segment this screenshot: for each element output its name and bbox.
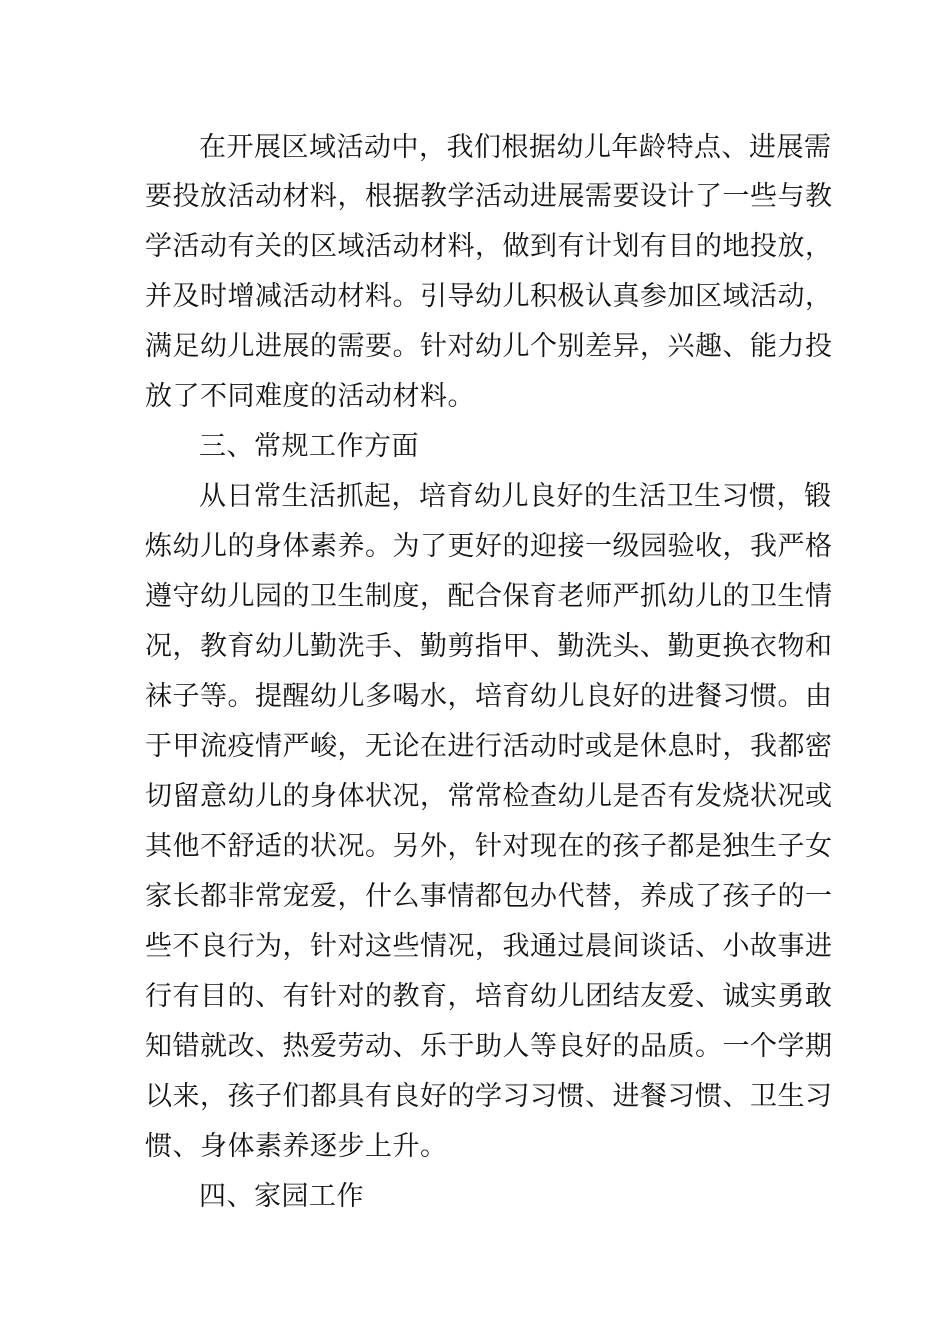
section-heading: 三、常规工作方面 <box>199 431 419 462</box>
paragraph-line: 放了不同难度的活动材料。 <box>145 381 475 412</box>
paragraph-line: 炼幼儿的身体素养。为了更好的迎接一级园验收，我严格 <box>145 531 833 562</box>
paragraph-line: 在开展区域活动中，我们根据幼儿年龄特点、进展需 <box>199 132 832 163</box>
paragraph-line: 以来，孩子们都具有良好的学习习惯、进餐习惯、卫生习 <box>145 1081 833 1112</box>
paragraph-line: 知错就改、热爱劳动、乐于助人等良好的品质。一个学期 <box>145 1031 833 1062</box>
paragraph-line: 其他不舒适的状况。另外，针对现在的孩子都是独生子女 <box>145 831 833 862</box>
paragraph-line: 学活动有关的区域活动材料，做到有计划有目的地投放， <box>145 231 833 262</box>
paragraph-line: 些不良行为，针对这些情况，我通过晨间谈话、小故事进 <box>145 931 833 962</box>
paragraph-line: 要投放活动材料，根据教学活动进展需要设计了一些与教 <box>145 181 833 212</box>
paragraph-line: 并及时增减活动材料。引导幼儿积极认真参加区域活动， <box>145 281 833 312</box>
paragraph-line: 况，教育幼儿勤洗手、勤剪指甲、勤洗头、勤更换衣物和 <box>145 631 833 662</box>
paragraph-line: 从日常生活抓起，培育幼儿良好的生活卫生习惯，锻 <box>199 481 832 512</box>
paragraph-line: 家长都非常宠爱，什么事情都包办代替，养成了孩子的一 <box>145 881 833 912</box>
section-heading: 四、家园工作 <box>199 1181 364 1212</box>
paragraph-line: 于甲流疫情严峻，无论在进行活动时或是休息时，我都密 <box>145 731 833 762</box>
paragraph-line: 遵守幼儿园的卫生制度，配合保育老师严抓幼儿的卫生情 <box>145 581 833 612</box>
paragraph-line: 行有目的、有针对的教育，培育幼儿团结友爱、诚实勇敢 <box>145 981 833 1012</box>
paragraph-line: 满足幼儿进展的需要。针对幼儿个别差异，兴趣、能力投 <box>145 331 833 362</box>
paragraph-line: 袜子等。提醒幼儿多喝水，培育幼儿良好的进餐习惯。由 <box>145 681 833 712</box>
paragraph-line: 惯、身体素养逐步上升。 <box>145 1131 448 1162</box>
paragraph-line: 切留意幼儿的身体状况，常常检查幼儿是否有发烧状况或 <box>145 781 833 812</box>
